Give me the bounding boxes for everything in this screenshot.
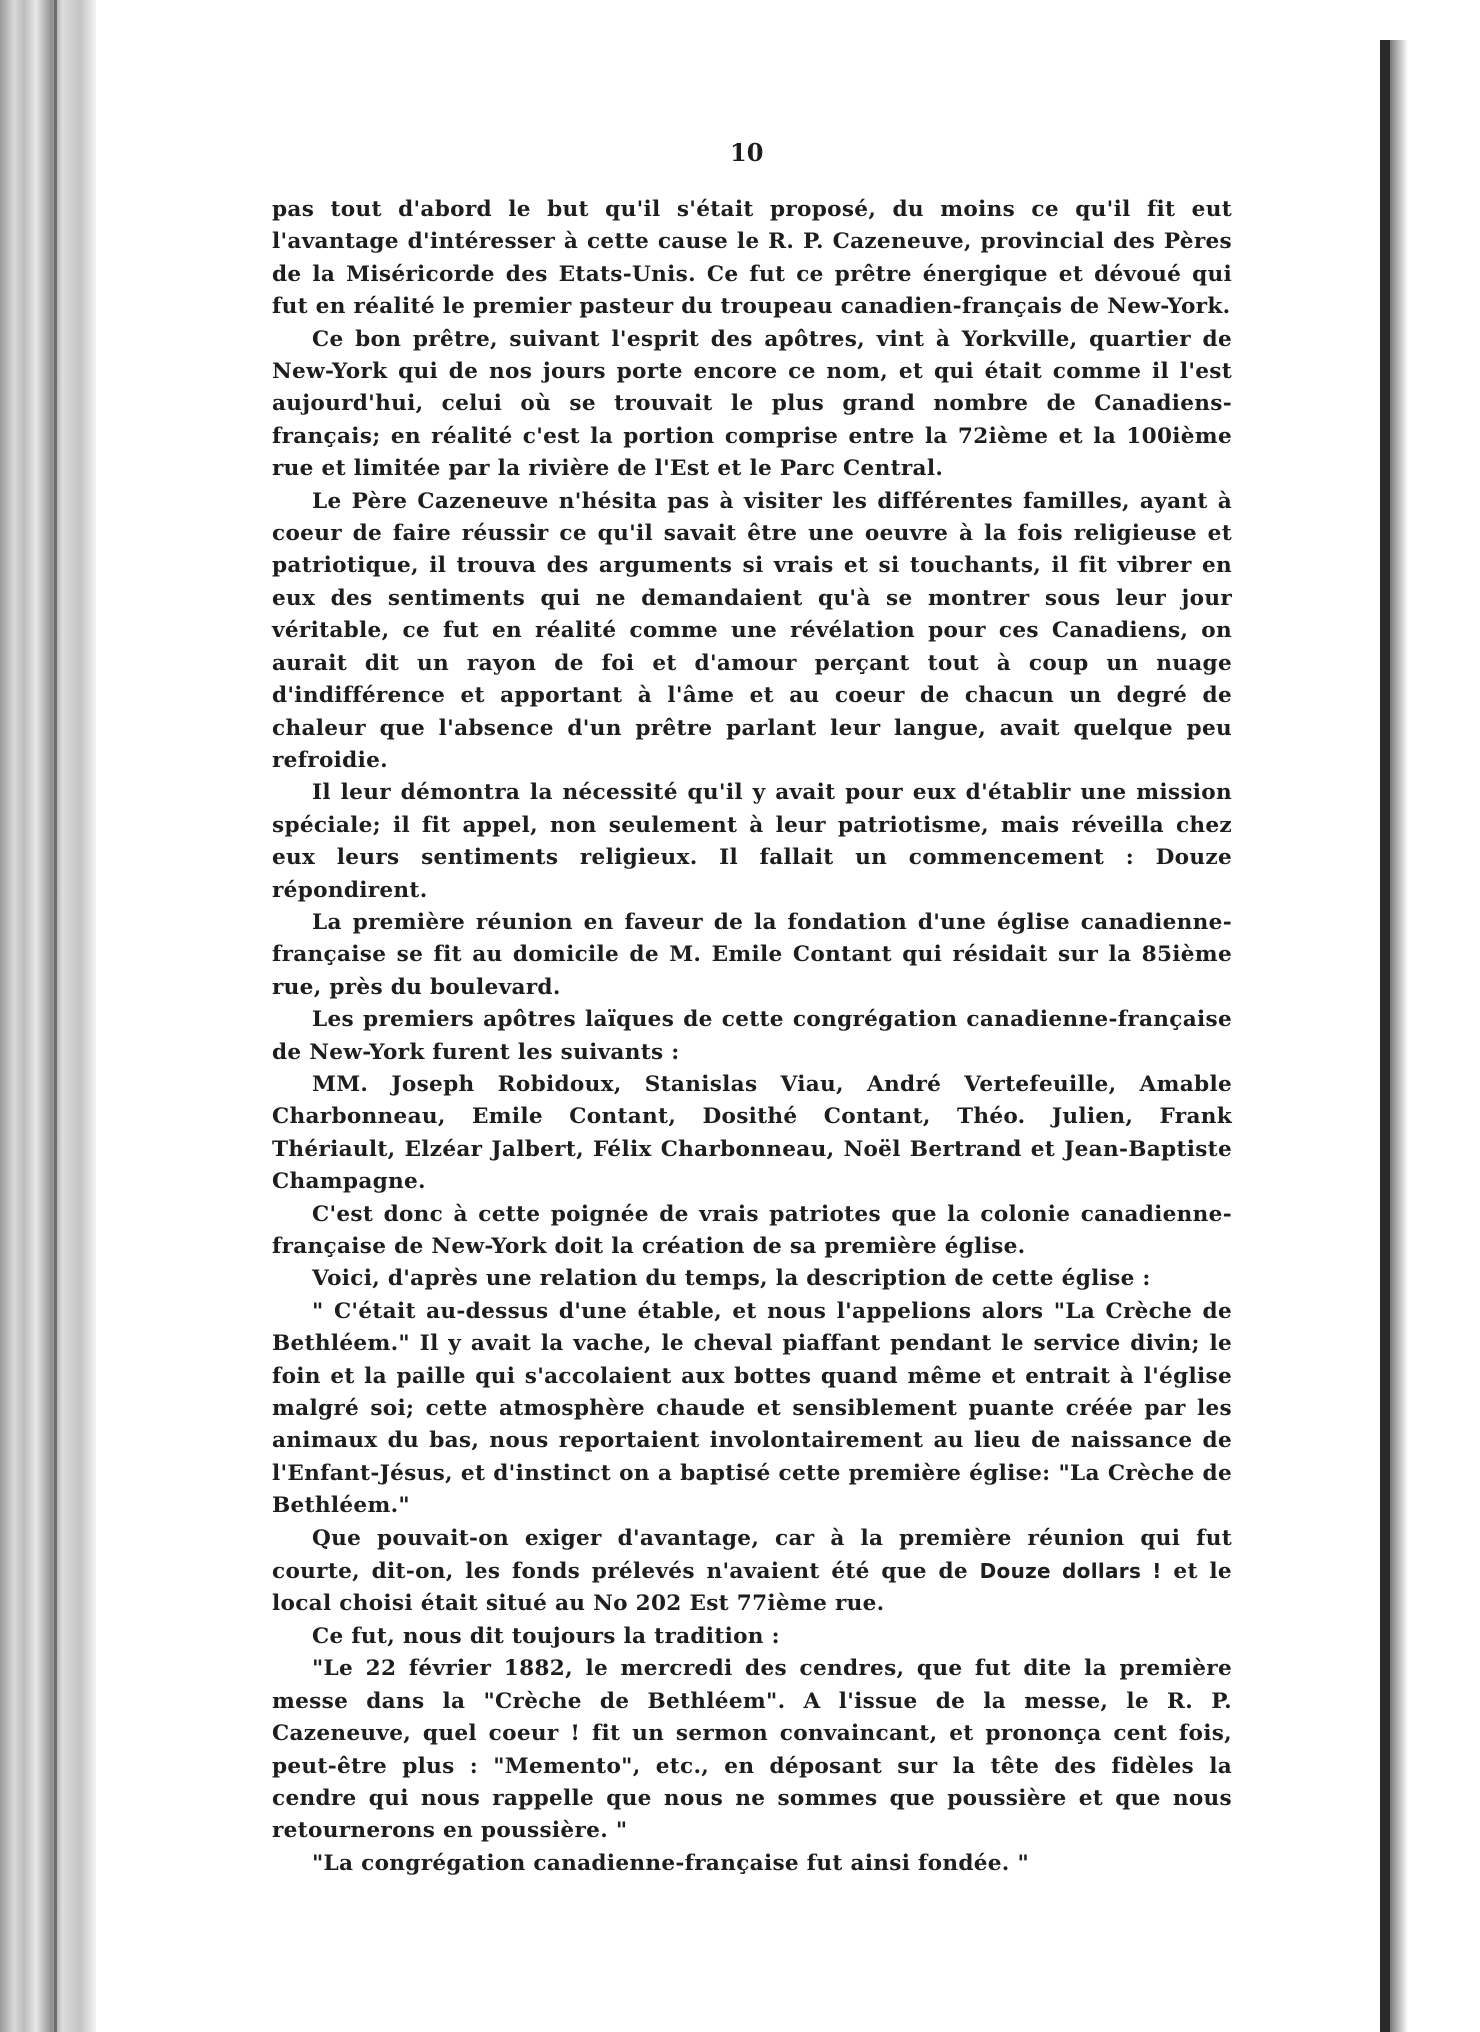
page-body xyxy=(272,194,1232,1880)
paragraph-names-list: MM. Joseph Robidoux, Stanislas Viau, André Vertefeuille, Amable Charbonneau, Emile Contant, Dosithé Contant, Théo. Julien, Frank Thériault, Elzéar Jalbert, Félix Charbonneau, Noël Bertrand et Jean-Baptiste Champagne. xyxy=(272,1071,1232,1195)
paragraph: Voici, d'après une relation du temps, la description de cette église : xyxy=(312,1266,1151,1292)
emphasis-amount: Douze dollars ! xyxy=(979,1559,1162,1584)
paragraph: Les premiers apôtres laïques de cette congrégation canadienne-française de New-York furent les suivants : xyxy=(272,1007,1232,1065)
paragraph: La première réunion en faveur de la fondation d'une église canadienne-française se fit au domicile de M. Emile Contant qui résidait sur la 85ième rue, près du boulevard. xyxy=(272,909,1232,1000)
text-fragment: et le local choisi était situé au No 202 Est 77ième rue. xyxy=(272,1559,1232,1617)
paragraph: C'est donc à cette poignée de vrais patriotes que la colonie canadienne-française de New-York doit la création de sa première église. xyxy=(272,1201,1232,1259)
paragraph: Il leur démontra la nécessité qu'il y avait pour eux d'établir une mission spéciale; il fit appel, non seulement à leur patriotisme, mais réveilla chez eux leurs sentiments religieux. Il fallait un commencement : Douze répondirent. xyxy=(272,780,1232,903)
paragraph: pas tout d'abord le but qu'il s'était proposé, du moins ce qu'il fit eut l'avantage d'intéresser à cette cause le R. P. Cazeneuve, provincial des Pères de la Miséricorde des Etats-Unis. Ce fut ce prêtre énergique et dévoué qui fut en réalité le premier pasteur du troupeau canadien-français de New-York. xyxy=(272,197,1232,320)
paragraph: Le Père Cazeneuve n'hésita pas à visiter les différentes familles, ayant à coeur de faire réussir ce qu'il savait être une oeuvre à la fois religieuse et patriotique, il trouva des arguments si vrais et si touchants, il fit vibrer en eux des sentiments qui ne demandaient qu'à se montrer sous leur jour véritable, ce fut en réalité comme une révélation pour ces Canadiens, on aurait dit un rayon de foi et d'amour perçant tout à coup un nuage d'indifférence et apportant à l'âme et au coeur de chacun un degré de chaleur que l'absence d'un prêtre parlant leur langue, avait quelque peu refroidie. xyxy=(272,488,1232,773)
closing-quotation: "La congrégation canadienne-française fut ainsi fondée. " xyxy=(312,1850,1029,1876)
paragraph: Ce fut, nous dit toujours la tradition : xyxy=(312,1623,780,1649)
paragraph-funds xyxy=(272,1523,1232,1621)
quotation: " C'était au-dessus d'une étable, et nous l'appelions alors "La Crèche de Bethléem." Il y avait la vache, le cheval piaffant pendant le service divin; le foin et la paille qui s'accolaient aux bottes quand même et entrait à l'église malgré soi; cette atmosphère chaude et sensiblement puante créée par les animaux du bas, nous reportaient involontairement au lieu de naissance de l'Enfant-Jésus, et d'instinct on a baptisé cette première église: "La Crèche de Bethléem." xyxy=(272,1298,1232,1519)
paragraph: Ce bon prêtre, suivant l'esprit des apôtres, vint à Yorkville, quartier de New-York qui de nos jours porte encore ce nom, et qui était comme il l'est aujourd'hui, celui où se trouvait le plus grand nombre de Canadiens-français; en réalité c'est la portion comprise entre la 72ième et la 100ième rue et limitée par la rivière de l'Est et le Parc Central. xyxy=(272,326,1232,482)
page-edge-shadow xyxy=(1390,40,1408,2032)
book-binding xyxy=(0,0,96,2032)
binding-line xyxy=(54,0,57,2032)
page-number: 10 xyxy=(730,138,764,167)
page-edge xyxy=(1380,40,1390,2032)
text-fragment: Que pouvait-on exiger d'avantage, car à la première réunion qui fut courte, dit-on, les fonds prélevés n'avaient été que de xyxy=(272,1525,1232,1585)
quotation: "Le 22 février 1882, le mercredi des cendres, que fut dite la première messe dans la "Crèche de Bethléem". A l'issue de la messe, le R. P. Cazeneuve, quel coeur ! fit un sermon convaincant, et prononça cent fois, peut-être plus : "Memento", etc., en déposant sur la tête des fidèles la cendre qui nous rappelle que nous ne sommes que poussière et que nous retournerons en poussière. " xyxy=(272,1656,1232,1844)
